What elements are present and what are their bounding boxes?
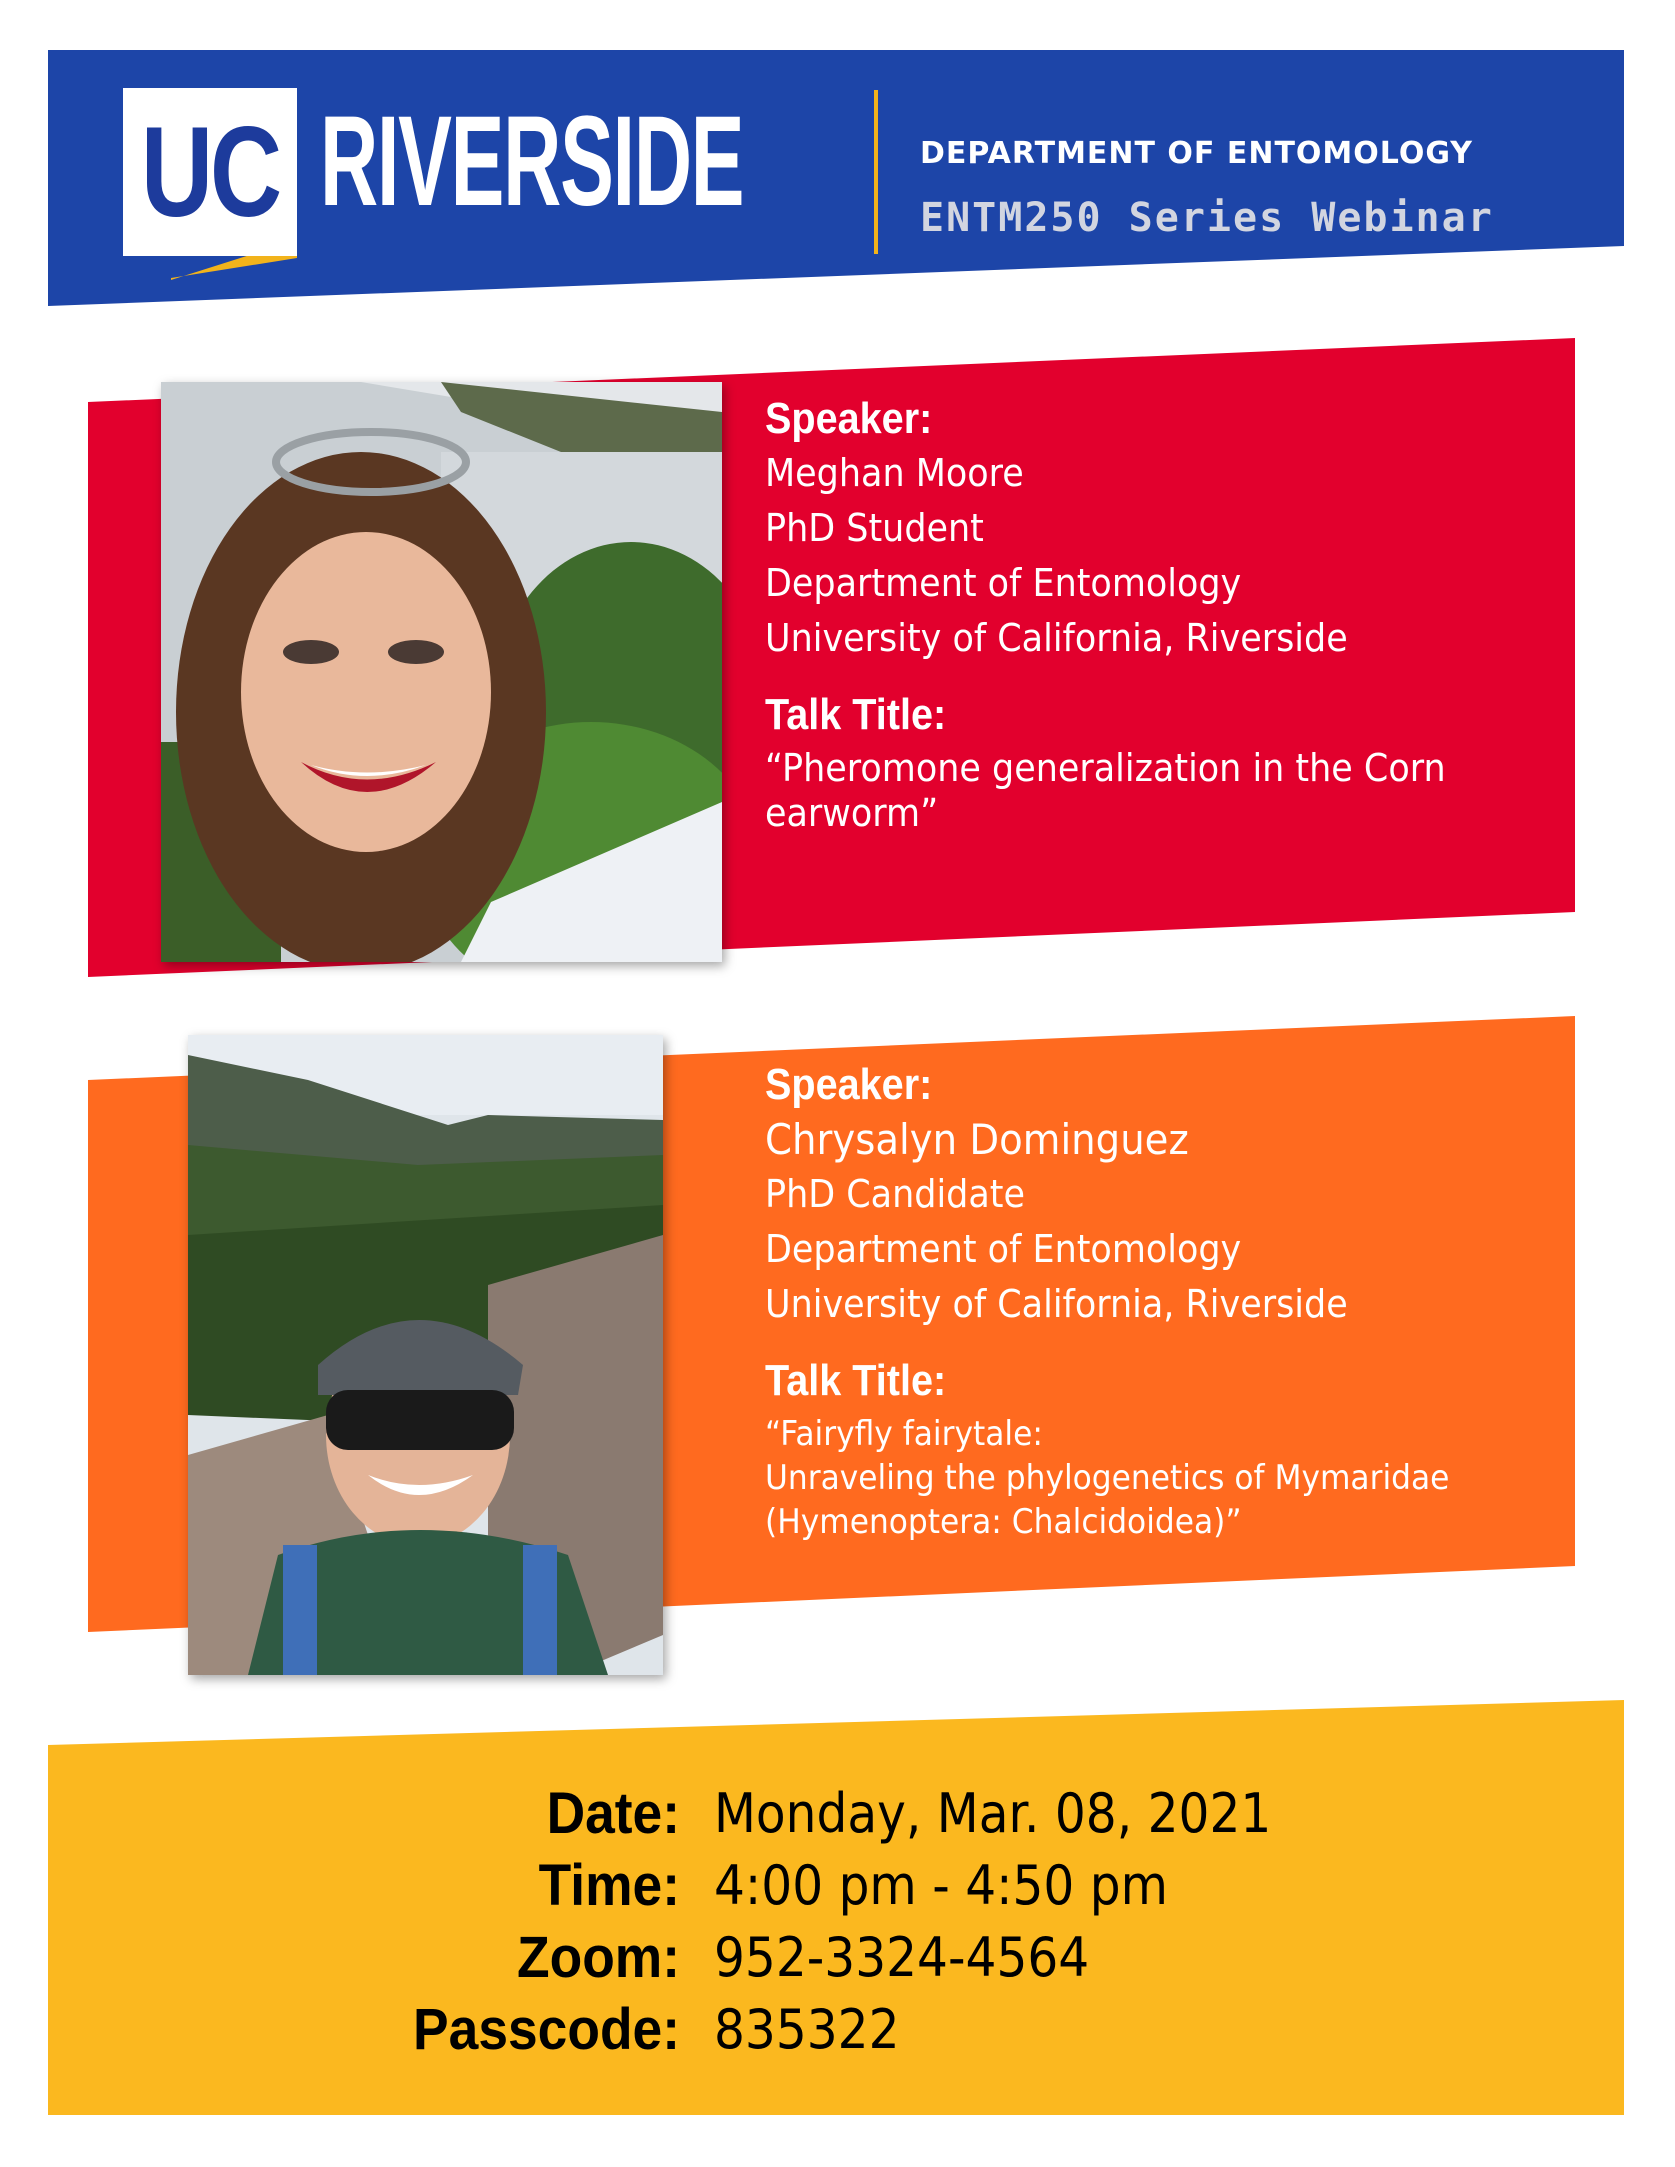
speaker1-info bbox=[765, 392, 1505, 836]
time-label: Time: bbox=[538, 1853, 680, 1918]
speaker1-label: Speaker: bbox=[765, 394, 933, 443]
date-label: Date: bbox=[546, 1781, 680, 1846]
speaker2-photo bbox=[188, 1035, 663, 1675]
speaker2-talk-title-line3: (Hymenoptera: Chalcidoidea)” bbox=[765, 1502, 1242, 1542]
detail-row-time bbox=[280, 1850, 1480, 1922]
speaker1-department: Department of Entomology bbox=[765, 561, 1242, 605]
speaker1-photo bbox=[161, 382, 722, 962]
speaker2-talk-title-line2: Unraveling the phylogenetics of Mymaridae bbox=[765, 1458, 1450, 1498]
speaker1-talk-title-line1: “Pheromone generalization in the Corn bbox=[765, 746, 1446, 790]
speaker1-university: University of California, Riverside bbox=[765, 616, 1348, 660]
speaker2-talk-title-line1: “Fairyfly fairytale: bbox=[765, 1414, 1043, 1454]
speaker2-label: Speaker: bbox=[765, 1060, 933, 1109]
speaker1-talk-label: Talk Title: bbox=[765, 690, 947, 739]
department-name: DEPARTMENT OF ENTOMOLOGY bbox=[920, 136, 1474, 171]
speaker2-university: University of California, Riverside bbox=[765, 1282, 1348, 1326]
time-value: 4:00 pm - 4:50 pm bbox=[714, 1854, 1168, 1917]
speaker2-name: Chrysalyn Dominguez bbox=[765, 1115, 1189, 1164]
logo-uc-text: UC bbox=[141, 100, 279, 244]
detail-row-date bbox=[280, 1778, 1480, 1850]
speaker2-info bbox=[765, 1058, 1509, 1544]
detail-row-passcode bbox=[280, 1994, 1480, 2066]
speaker2-role: PhD Candidate bbox=[765, 1172, 1026, 1216]
event-details bbox=[280, 1778, 1480, 2066]
speaker2-department: Department of Entomology bbox=[765, 1227, 1242, 1271]
zoom-value: 952-3324-4564 bbox=[714, 1926, 1090, 1989]
header-divider bbox=[874, 90, 878, 254]
speaker1-role: PhD Student bbox=[765, 506, 984, 550]
series-name: ENTM250 Series Webinar bbox=[920, 195, 1494, 241]
passcode-value: 835322 bbox=[714, 1998, 900, 2061]
zoom-label: Zoom: bbox=[517, 1925, 680, 1990]
speaker2-talk-label: Talk Title: bbox=[765, 1356, 947, 1405]
date-value: Monday, Mar. 08, 2021 bbox=[714, 1782, 1272, 1845]
logo-riverside-text: RIVERSIDE bbox=[320, 90, 744, 233]
speaker1-name: Meghan Moore bbox=[765, 451, 1024, 495]
speaker1-talk-title-line2: earworm” bbox=[765, 791, 939, 835]
passcode-label: Passcode: bbox=[413, 1997, 680, 2062]
detail-row-zoom bbox=[280, 1922, 1480, 1994]
